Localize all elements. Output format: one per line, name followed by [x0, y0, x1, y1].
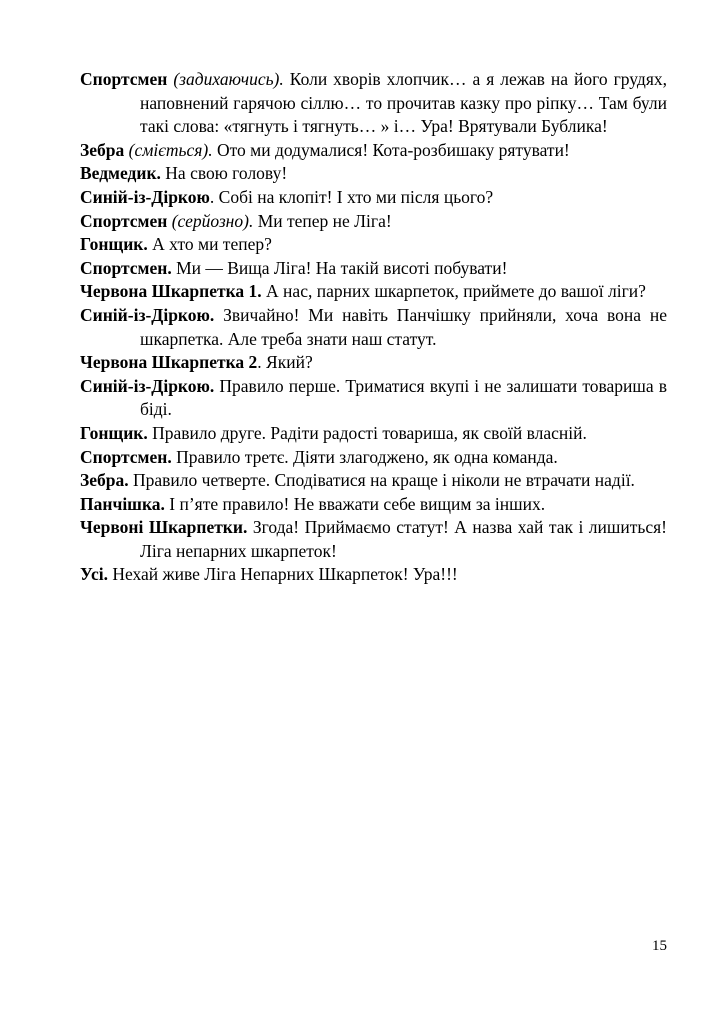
dialogue-line — [80, 304, 667, 351]
speaker-name: Спортсмен. — [80, 446, 172, 467]
script-text — [80, 68, 667, 587]
line-text: На свою голову! — [165, 163, 288, 184]
line-text: . Собі на клопіт! І хто ми після цього? — [209, 186, 494, 207]
dialogue-line — [80, 233, 667, 257]
speaker-name: Синій-із-Діркою. — [80, 304, 215, 325]
line-text: Нехай живе Ліга Непарних Шкарпеток! Ура!!! — [112, 564, 458, 585]
stage-direction: (задихаючись). — [173, 69, 284, 89]
line-text: Правило третє. Діяти злагоджено, як одна команда. — [176, 446, 558, 467]
dialogue-line — [80, 351, 667, 375]
dialogue-line — [80, 186, 667, 210]
dialogue-line — [80, 257, 667, 281]
line-text: . Який? — [257, 352, 313, 373]
dialogue-line — [80, 162, 667, 186]
speaker-name: Спортсмен. — [80, 257, 172, 278]
line-text: Ми — Вища Ліга! На такій висоті побувати! — [176, 257, 508, 278]
line-text: А хто ми тепер? — [152, 234, 272, 255]
dialogue-line — [80, 446, 667, 470]
dialogue-line — [80, 469, 667, 493]
speaker-name: Синій-із-Діркою — [80, 186, 210, 207]
dialogue-line — [80, 516, 667, 563]
speaker-name: Червоні Шкарпетки. — [80, 517, 248, 538]
line-text: Правило перше. Триматися вкупі і не залишати товариша в біді. — [140, 375, 667, 420]
speaker-name: Гонщик. — [80, 422, 148, 443]
speaker-name: Синій-із-Діркою. — [80, 375, 215, 396]
dialogue-line — [80, 422, 667, 446]
speaker-name: Спортсмен — [80, 69, 168, 89]
dialogue-line — [80, 493, 667, 517]
dialogue-line — [80, 210, 667, 234]
line-text: Згода! Приймаємо статут! А назва хай так і лишиться! Ліга непарних шкарпеток! — [140, 517, 668, 561]
line-text: Звичайно! Ми навіть Панчішку прийняли, хоча вона не шкарпетка. Але треба знати наш статут. — [140, 304, 667, 349]
line-text: Ми тепер не Ліга! — [257, 210, 392, 231]
dialogue-line — [80, 563, 667, 587]
line-text: А нас, парних шкарпеток, приймете до вашої ліги? — [266, 281, 646, 302]
dialogue-line — [80, 280, 667, 304]
speaker-name: Зебра — [80, 139, 125, 160]
line-text: Правило четверте. Сподіватися на краще і ніколи не втрачати надії. — [133, 470, 635, 491]
speaker-name: Червона Шкарпетка 1. — [80, 281, 262, 302]
page-number: 15 — [652, 938, 667, 954]
dialogue-line — [80, 375, 667, 422]
dialogue-line — [80, 68, 667, 139]
speaker-name: Червона Шкарпетка 2 — [80, 352, 258, 373]
speaker-name: Панчішка. — [80, 493, 165, 514]
stage-direction: (серйозно). — [171, 210, 254, 231]
stage-direction: (сміється). — [128, 139, 213, 160]
line-text: Коли хворів хлопчик… а я лежав на його грудях, наповнений гарячою сіллю… то прочитав казку про ріпку… Там були такі слова: «тягнуть і тягнуть… » і… Ура! Врятували Бублика! — [140, 69, 668, 137]
line-text: Правило друге. Радіти радості товариша, як своїй власній. — [152, 422, 587, 443]
speaker-name: Спортсмен — [80, 210, 168, 231]
speaker-name: Усі. — [80, 564, 108, 585]
line-text: І п’яте правило! Не вважати себе вищим за інших. — [169, 493, 546, 514]
speaker-name: Зебра. — [80, 470, 129, 491]
speaker-name: Гонщик. — [80, 234, 148, 255]
speaker-name: Ведмедик. — [80, 163, 161, 184]
dialogue-line — [80, 139, 667, 163]
line-text: Ото ми додумалися! Кота-розбишаку рятувати! — [216, 139, 570, 160]
